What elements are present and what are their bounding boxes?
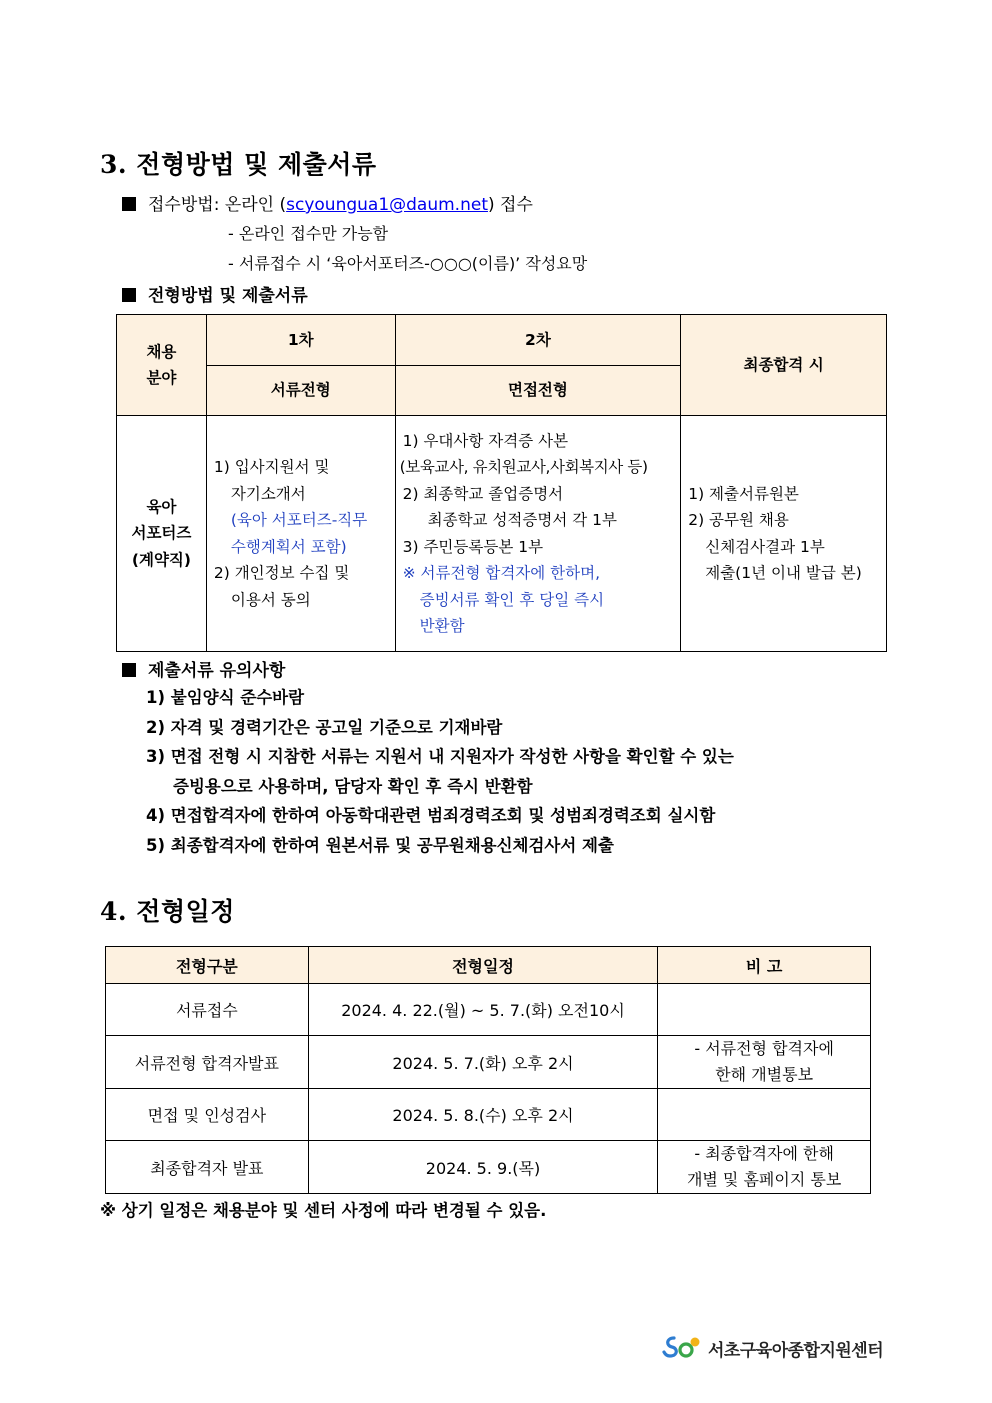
square-bullet-icon: [122, 288, 136, 302]
schedule-date: 2024. 5. 9.(목): [308, 1141, 658, 1194]
field-line1: 육아: [146, 497, 177, 516]
stage2-documents: [395, 416, 681, 652]
org-logo: [662, 1334, 883, 1362]
note-item: 2) 자격 및 경력기간은 공고일 기준으로 기재바람: [146, 717, 503, 737]
stage1-type: 서류전형: [206, 366, 395, 416]
stage1-item-2: 2) 개인정보 수집 및: [213, 564, 350, 582]
final-header: 최종합격 시: [681, 315, 887, 416]
schedule-type: 최종합격자 발표: [106, 1141, 309, 1194]
field-header-line2: 분야: [146, 369, 177, 387]
schedule-table: [105, 946, 871, 1194]
final-item-1: 1) 제출서류원본: [688, 484, 799, 503]
method-table: [116, 314, 887, 652]
reception-note-2: - 서류접수 시 ‘육아서포터즈-○○○(이름)’ 작성요망: [228, 254, 588, 273]
field-header: [117, 315, 207, 416]
schedule-note: [658, 984, 871, 1036]
schedule-header-type: 전형구분: [106, 947, 309, 984]
section3-title: 3. 전형방법 및 제출서류: [100, 150, 377, 179]
schedule-note: [658, 1089, 871, 1141]
schedule-type: 서류전형 합격자발표: [106, 1036, 309, 1089]
stage1-header: 1차: [206, 315, 395, 366]
stage2-item-1b: (보육교사, 유치원교사,사회복지사 등): [399, 458, 648, 476]
table-row: [106, 984, 871, 1036]
stage2-item-2b: 최종학교 성적증명서 각 1부: [427, 511, 617, 529]
field-line2: 서포터즈: [131, 524, 192, 543]
method-heading-text: 전형방법 및 제출서류: [148, 286, 308, 306]
schedule-type: 서류접수: [106, 984, 309, 1036]
schedule-note: [658, 1036, 871, 1089]
schedule-date: 2024. 4. 22.(월) ~ 5. 7.(화) 오전10시: [308, 984, 658, 1036]
stage1-item-2b: 이용서 동의: [230, 590, 311, 609]
reception-label: 접수방법: 온라인 (: [148, 195, 287, 215]
note-item: 4) 면접합격자에 한하여 아동학대관련 범죄경력조회 및 성범죄경력조회 실시함: [146, 806, 716, 825]
stage1-item-1d: 수행계획서 포함): [230, 537, 347, 556]
square-bullet-icon: [122, 197, 136, 211]
stage1-item-1c: (육아 서포터즈-직무: [230, 511, 368, 529]
schedule-note-line2: 한해 개별통보: [715, 1065, 814, 1084]
notes-list: [146, 683, 734, 860]
table-row: [106, 1089, 871, 1141]
schedule-note-line1: - 최종합격자에 한해: [694, 1144, 834, 1163]
note-item: 3) 면접 전형 시 지참한 서류는 지원서 내 지원자가 작성한 사항을 확인할 수 있는: [146, 747, 734, 766]
stage2-header: 2차: [395, 315, 681, 366]
final-item-2b: 신체검사결과 1부: [705, 537, 825, 556]
method-heading: [122, 281, 308, 306]
schedule-type: 면접 및 인성검사: [106, 1089, 309, 1141]
stage2-note-2: 증빙서류 확인 후 당일 즉시: [419, 590, 605, 609]
schedule-note: [658, 1141, 871, 1194]
schedule-header-date: 전형일정: [308, 947, 658, 984]
stage2-type: 면접전형: [395, 366, 681, 416]
field-header-line1: 채용: [146, 342, 177, 361]
org-name: 서초구육아종합지원센터: [708, 1340, 884, 1361]
schedule-date: 2024. 5. 7.(화) 오후 2시: [308, 1036, 658, 1089]
stage2-note-3: 반환함: [419, 617, 465, 635]
schedule-footnote: ※ 상기 일정은 채용분야 및 센터 사정에 따라 변경될 수 있음.: [100, 1201, 547, 1220]
note-item-continued: 증빙용으로 사용하며, 담당자 확인 후 즉시 반환함: [173, 776, 533, 796]
final-documents: [681, 416, 887, 652]
note-item: 1) 붙임양식 준수바람: [146, 688, 305, 707]
stage1-item-1b: 자기소개서: [230, 484, 306, 503]
stage2-note-1: ※ 서류전형 합격자에 한하며,: [402, 564, 601, 582]
final-item-2c: 제출(1년 이내 발급 본): [705, 564, 862, 582]
schedule-date: 2024. 5. 8.(수) 오후 2시: [308, 1089, 658, 1141]
schedule-note-line1: - 서류전형 합격자에: [694, 1039, 834, 1058]
stage1-item-1: 1) 입사지원서 및: [213, 458, 330, 476]
notes-heading: [122, 656, 285, 681]
stage2-item-2: 2) 최종학교 졸업증명서: [402, 484, 564, 503]
schedule-note-line2: 개별 및 홈페이지 통보: [686, 1170, 842, 1189]
stage2-item-3: 3) 주민등록등본 1부: [402, 537, 544, 556]
org-logo-icon: [662, 1334, 702, 1362]
email-link[interactable]: scyoungua1@daum.net: [286, 195, 488, 215]
notes-heading-text: 제출서류 유의사항: [148, 661, 286, 681]
reception-suffix: ) 접수: [487, 195, 533, 215]
stage2-item-1: 1) 우대사항 자격증 사본: [402, 431, 569, 450]
square-bullet-icon: [122, 663, 136, 677]
note-item: 5) 최종합격자에 한하여 원본서류 및 공무원채용신체검사서 제출: [146, 835, 614, 855]
stage1-documents: [206, 416, 395, 652]
reception-note-1: - 온라인 접수만 가능함: [228, 224, 389, 243]
final-item-2: 2) 공무원 채용: [688, 511, 789, 529]
section4-title: 4. 전형일정: [100, 897, 235, 926]
reception-method: [122, 190, 533, 215]
field-cell: [117, 416, 207, 652]
table-row: [106, 1036, 871, 1089]
schedule-header-note: 비 고: [658, 947, 871, 984]
table-row: [106, 1141, 871, 1194]
field-line3: (계약직): [131, 550, 191, 569]
